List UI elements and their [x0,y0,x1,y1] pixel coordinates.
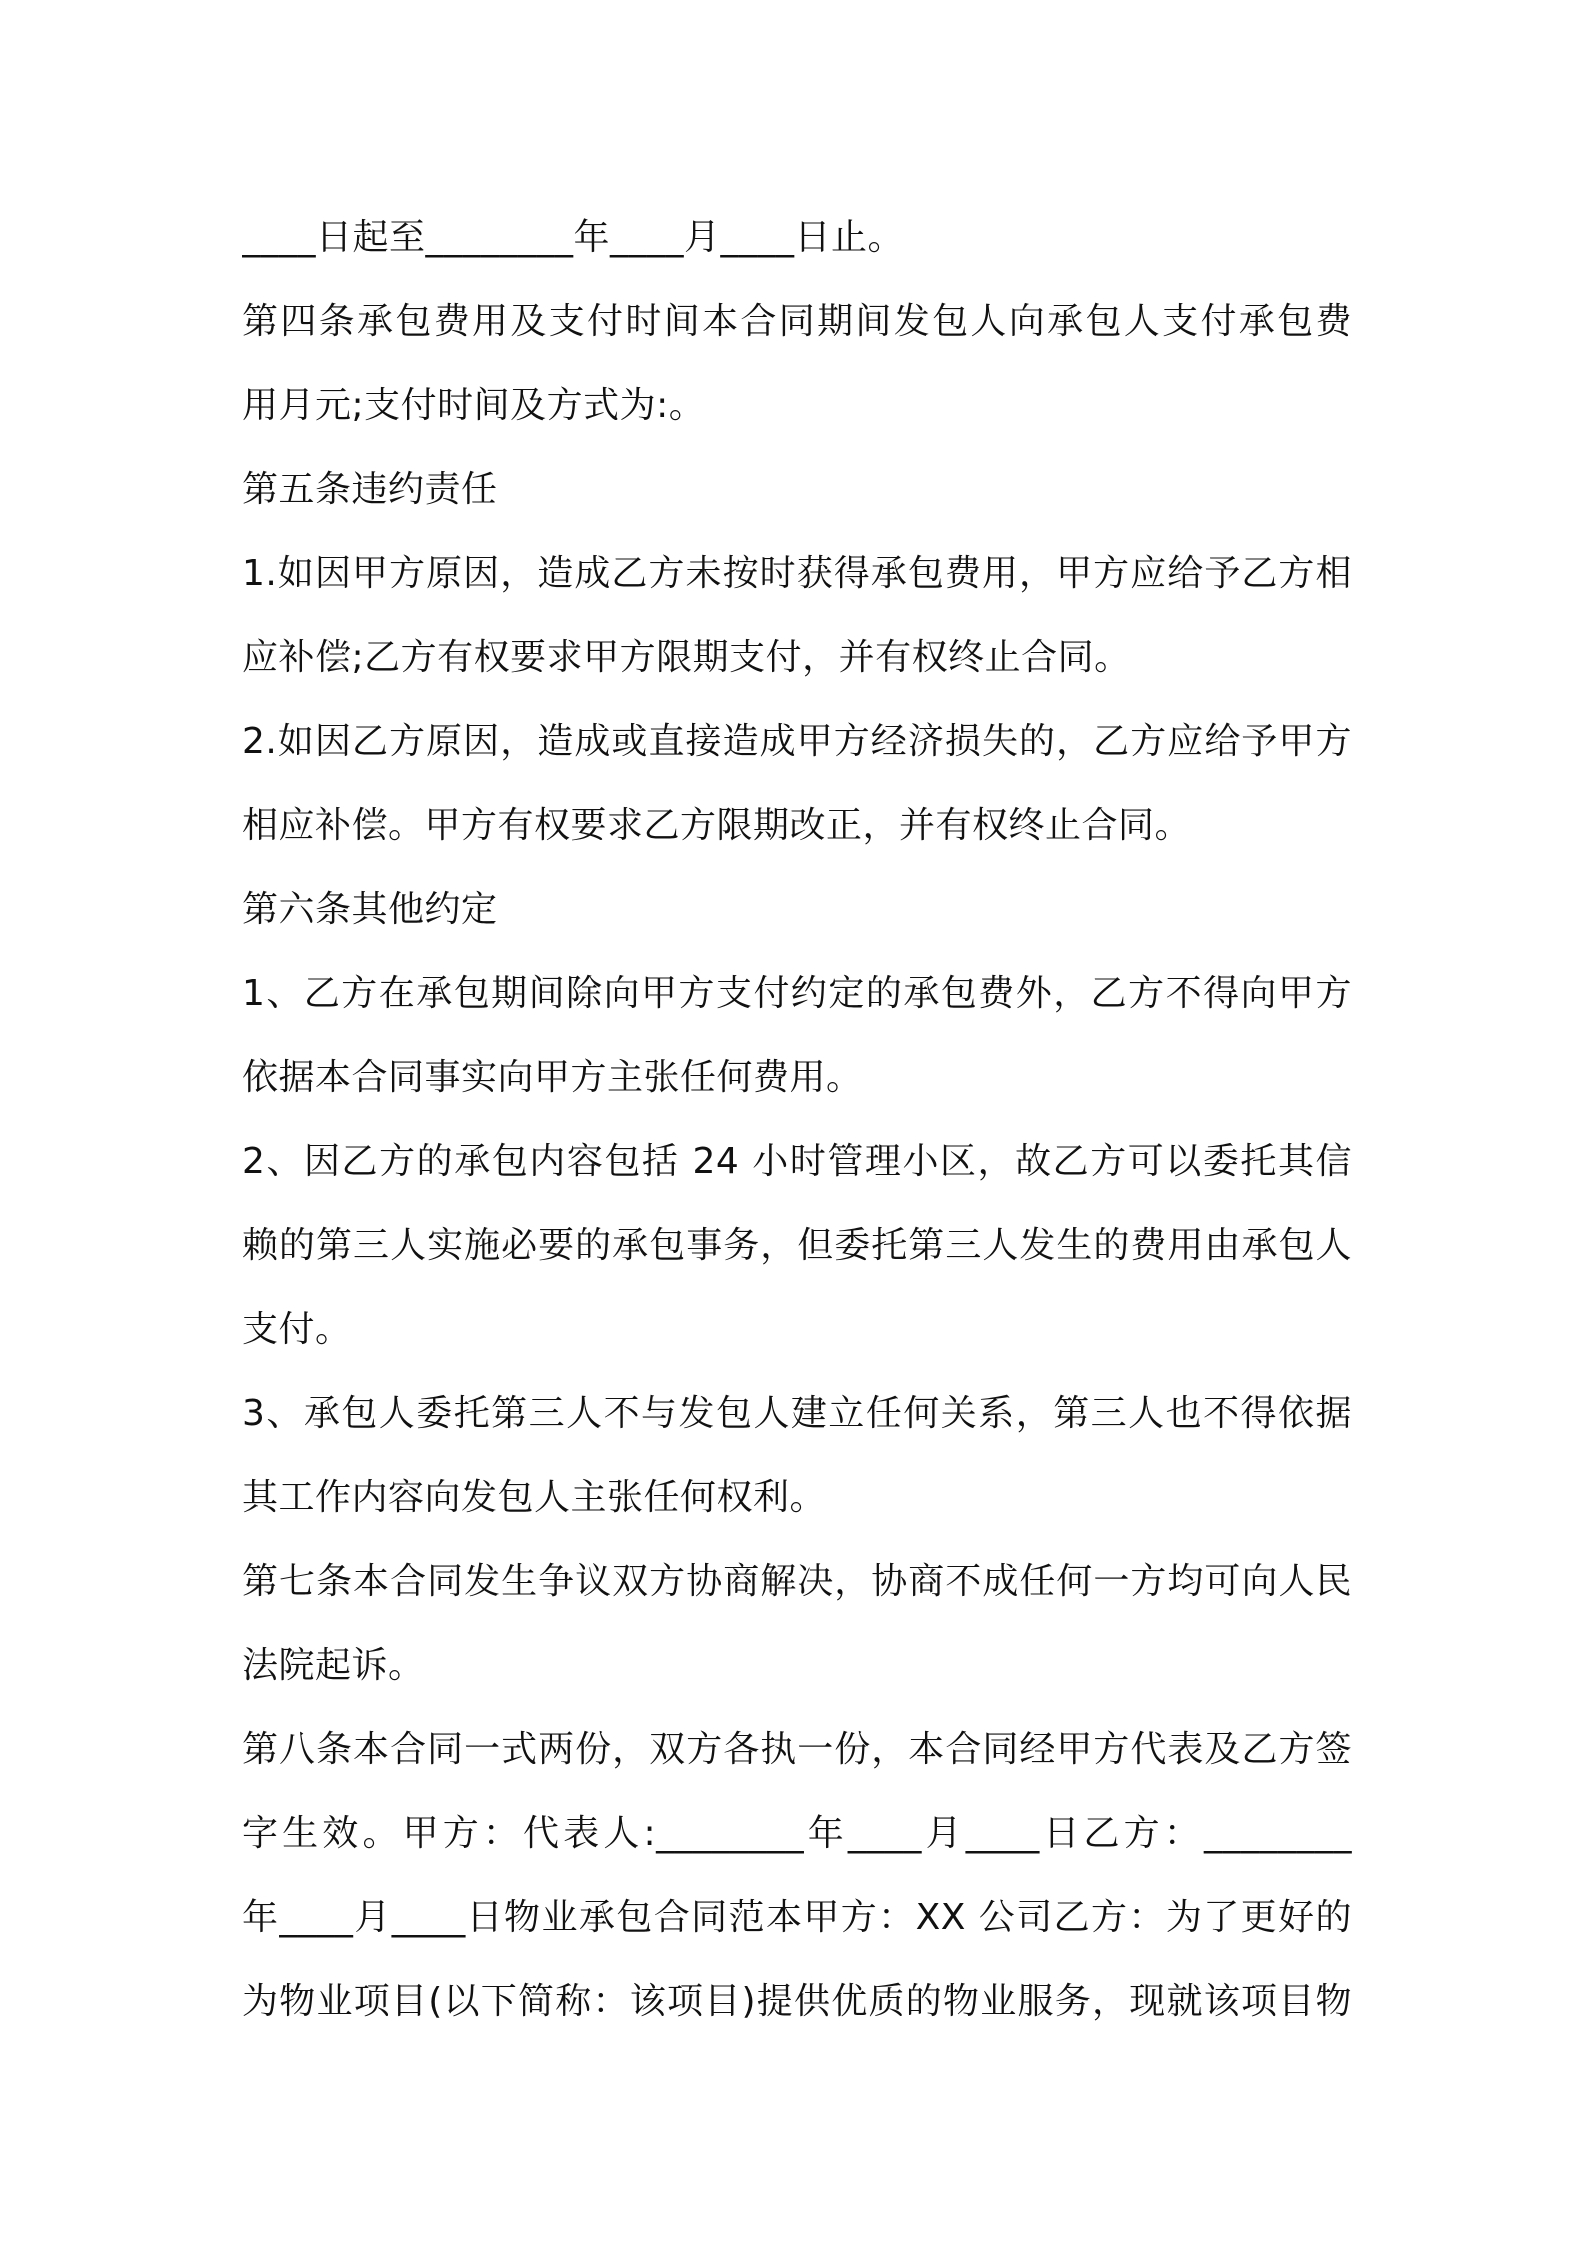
text-line: 2、因乙方的承包内容包括 24 小时管理小区，故乙方可以委托其信 [242,1141,1352,1182]
text-line: 第五条违约责任 [242,469,498,510]
text-line: 年____月____日物业承包合同范本甲方：XX 公司乙方：为了更好的 [242,1897,1352,1938]
text-line: 支付。 [242,1309,352,1350]
text-line: 3、承包人委托第三人不与发包人建立任何关系，第三人也不得依据 [242,1393,1352,1434]
text-line: ____日起至________年____月____日止。 [242,217,905,258]
contract-text [242,196,1352,2044]
text-line: 第四条承包费用及支付时间本合同期间发包人向承包人支付承包费 [242,301,1352,342]
text-line: 为物业项目(以下简称：该项目)提供优质的物业服务，现就该项目物 [242,1981,1352,2022]
text-line: 依据本合同事实向甲方主张任何费用。 [242,1057,863,1098]
text-line: 2.如因乙方原因，造成或直接造成甲方经济损失的，乙方应给予甲方 [242,721,1352,762]
text-line: 相应补偿。甲方有权要求乙方限期改正，并有权终止合同。 [242,805,1192,846]
text-line: 其工作内容向发包人主张任何权利。 [242,1477,827,1518]
text-line: 应补偿;乙方有权要求甲方限期支付，并有权终止合同。 [242,637,1131,678]
text-line: 用月元;支付时间及方式为:。 [242,385,706,426]
text-line: 赖的第三人实施必要的承包事务，但委托第三人发生的费用由承包人 [242,1225,1352,1266]
text-line: 1.如因甲方原因，造成乙方未按时获得承包费用，甲方应给予乙方相 [242,553,1352,594]
text-line: 第六条其他约定 [242,889,498,930]
text-line: 法院起诉。 [242,1645,425,1686]
text-line: 第八条本合同一式两份，双方各执一份，本合同经甲方代表及乙方签 [242,1729,1352,1770]
text-line: 1、乙方在承包期间除向甲方支付约定的承包费外，乙方不得向甲方 [242,973,1352,1014]
text-line: 第七条本合同发生争议双方协商解决，协商不成任何一方均可向人民 [242,1561,1352,1602]
text-line: 字生效。甲方：代表人:________年____月____日乙方：________ [242,1813,1352,1854]
